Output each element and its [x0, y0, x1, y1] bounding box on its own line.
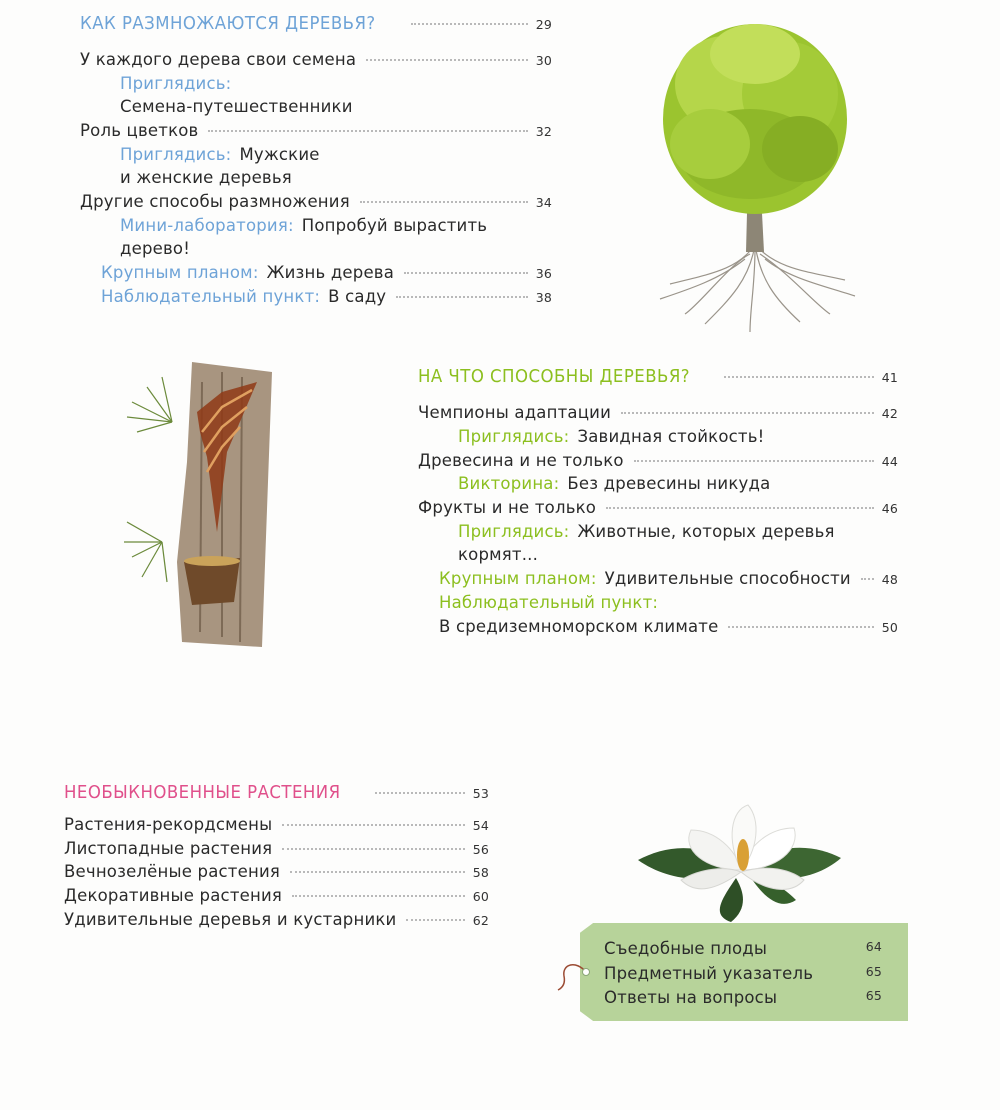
toc-entry[interactable] — [418, 498, 898, 519]
toc-feature[interactable] — [439, 593, 658, 613]
entry-label: Приглядись: — [120, 145, 232, 164]
tag-entry-answers[interactable] — [604, 988, 882, 1007]
tag-entry-subject-index[interactable] — [604, 964, 882, 983]
pine-resin-illustration — [122, 362, 282, 647]
section-1-page: 29 — [535, 17, 552, 32]
toc-subentry-text[interactable] — [458, 545, 538, 565]
entry-title-cont: дерево! — [120, 239, 191, 258]
entry-title: Древесина и не только — [418, 451, 624, 470]
entry-label: Крупным планом: — [439, 569, 597, 588]
entry-title: В саду — [328, 287, 387, 306]
toc-subentry-text[interactable] — [120, 239, 190, 259]
pine-needles — [124, 377, 172, 582]
entry-title: Чемпионы адаптации — [418, 403, 611, 422]
entry-label: Викторина: — [458, 474, 560, 493]
entry-title: Удивительные деревья и кустарники — [64, 910, 397, 929]
entry-title: Роль цветков — [80, 121, 199, 140]
entry-title: У каждого дерева свои семена — [80, 50, 357, 69]
entry-title-cont: и женские деревья — [120, 168, 292, 187]
toc-subentry[interactable] — [458, 522, 835, 542]
entry-title: Попробуй вырастить — [301, 216, 488, 235]
entry-page: 32 — [535, 124, 552, 139]
entry-label: Приглядись: — [458, 427, 570, 446]
toc-subentry[interactable] — [458, 474, 770, 494]
toc-entry[interactable] — [64, 910, 489, 931]
entry-page: 54 — [472, 818, 489, 833]
toc-feature[interactable] — [101, 263, 552, 284]
entry-title: Предметный указатель — [604, 964, 814, 983]
entry-title: Растения-рекордсмены — [64, 815, 273, 834]
tree-crown — [663, 24, 847, 214]
section-2-title: НА ЧТО СПОСОБНЫ ДЕРЕВЬЯ? — [418, 366, 691, 387]
entry-title: Декоративные растения — [64, 886, 283, 905]
toc-feature-text[interactable] — [439, 617, 898, 638]
magnolia-center — [737, 839, 749, 871]
toc-entry[interactable] — [418, 403, 898, 424]
toc-feature[interactable] — [439, 569, 898, 590]
entry-page: 58 — [472, 865, 489, 880]
entry-page: 34 — [535, 195, 552, 210]
section-2-heading[interactable] — [418, 367, 898, 388]
entry-page: 65 — [865, 964, 882, 979]
entry-page: 30 — [535, 53, 552, 68]
entry-label: Наблюдательный пункт: — [439, 593, 659, 612]
tag-string — [556, 962, 590, 992]
entry-title: Ответы на вопросы — [604, 988, 778, 1007]
entry-page: 50 — [881, 620, 898, 635]
toc-subentry[interactable] — [120, 74, 231, 94]
toc-subentry-text[interactable] — [120, 97, 353, 117]
toc-entry[interactable] — [64, 839, 489, 860]
entry-label: Приглядись: — [120, 74, 232, 93]
entry-title: Животные, которых деревья — [577, 522, 835, 541]
toc-entry[interactable] — [80, 192, 552, 213]
toc-entry[interactable] — [64, 862, 489, 883]
toc-entry[interactable] — [64, 815, 489, 836]
entry-title: Завидная стойкость! — [577, 427, 765, 446]
toc-entry[interactable] — [80, 50, 552, 71]
entry-page: 62 — [472, 913, 489, 928]
entry-title: Семена-путешественники — [120, 97, 353, 116]
entry-title: Съедобные плоды — [604, 939, 768, 958]
entry-page: 36 — [535, 266, 552, 281]
entry-page: 42 — [881, 406, 898, 421]
entry-page: 56 — [472, 842, 489, 857]
entry-page: 48 — [881, 572, 898, 587]
section-2-page: 41 — [881, 370, 898, 385]
entry-title: Вечнозелёные растения — [64, 862, 280, 881]
entry-title: Без древесины никуда — [567, 474, 771, 493]
entry-label: Приглядись: — [458, 522, 570, 541]
entry-title: Фрукты и не только — [418, 498, 597, 517]
toc-entry[interactable] — [418, 451, 898, 472]
entry-page: 65 — [865, 988, 882, 1003]
entry-title: В средиземноморском климате — [439, 617, 719, 636]
toc-subentry[interactable] — [120, 145, 320, 165]
entry-title-cont: кормят... — [458, 545, 539, 564]
entry-page: 46 — [881, 501, 898, 516]
toc-subentry[interactable] — [120, 216, 487, 236]
entry-title: Удивительные способности — [604, 569, 851, 588]
section-3-heading[interactable] — [64, 783, 489, 804]
entry-title: Листопадные растения — [64, 839, 273, 858]
toc-subentry-text[interactable] — [120, 168, 292, 188]
tag-entry-edible-fruits[interactable] — [604, 939, 882, 958]
toc-entry[interactable] — [64, 886, 489, 907]
section-1-heading[interactable] — [80, 14, 552, 35]
tree-illustration — [650, 14, 860, 334]
tree-roots — [660, 244, 855, 332]
section-3-title: НЕОБЫКНОВЕННЫЕ РАСТЕНИЯ — [64, 782, 341, 803]
entry-label: Крупным планом: — [101, 263, 259, 282]
magnolia-illustration — [636, 800, 846, 925]
entry-page: 44 — [881, 454, 898, 469]
section-3-page: 53 — [472, 786, 489, 801]
entry-page: 38 — [535, 290, 552, 305]
section-1-title: КАК РАЗМНОЖАЮТСЯ ДЕРЕВЬЯ? — [80, 13, 376, 34]
entry-title: Другие способы размножения — [80, 192, 350, 211]
entry-page: 64 — [865, 939, 882, 954]
toc-entry[interactable] — [80, 121, 552, 142]
toc-feature[interactable] — [101, 287, 552, 308]
entry-title: Жизнь дерева — [266, 263, 395, 282]
entry-page: 60 — [472, 889, 489, 904]
toc-subentry[interactable] — [458, 427, 764, 447]
entry-title: Мужские — [239, 145, 320, 164]
entry-label: Мини-лаборатория: — [120, 216, 294, 235]
entry-label: Наблюдательный пункт: — [101, 287, 321, 306]
